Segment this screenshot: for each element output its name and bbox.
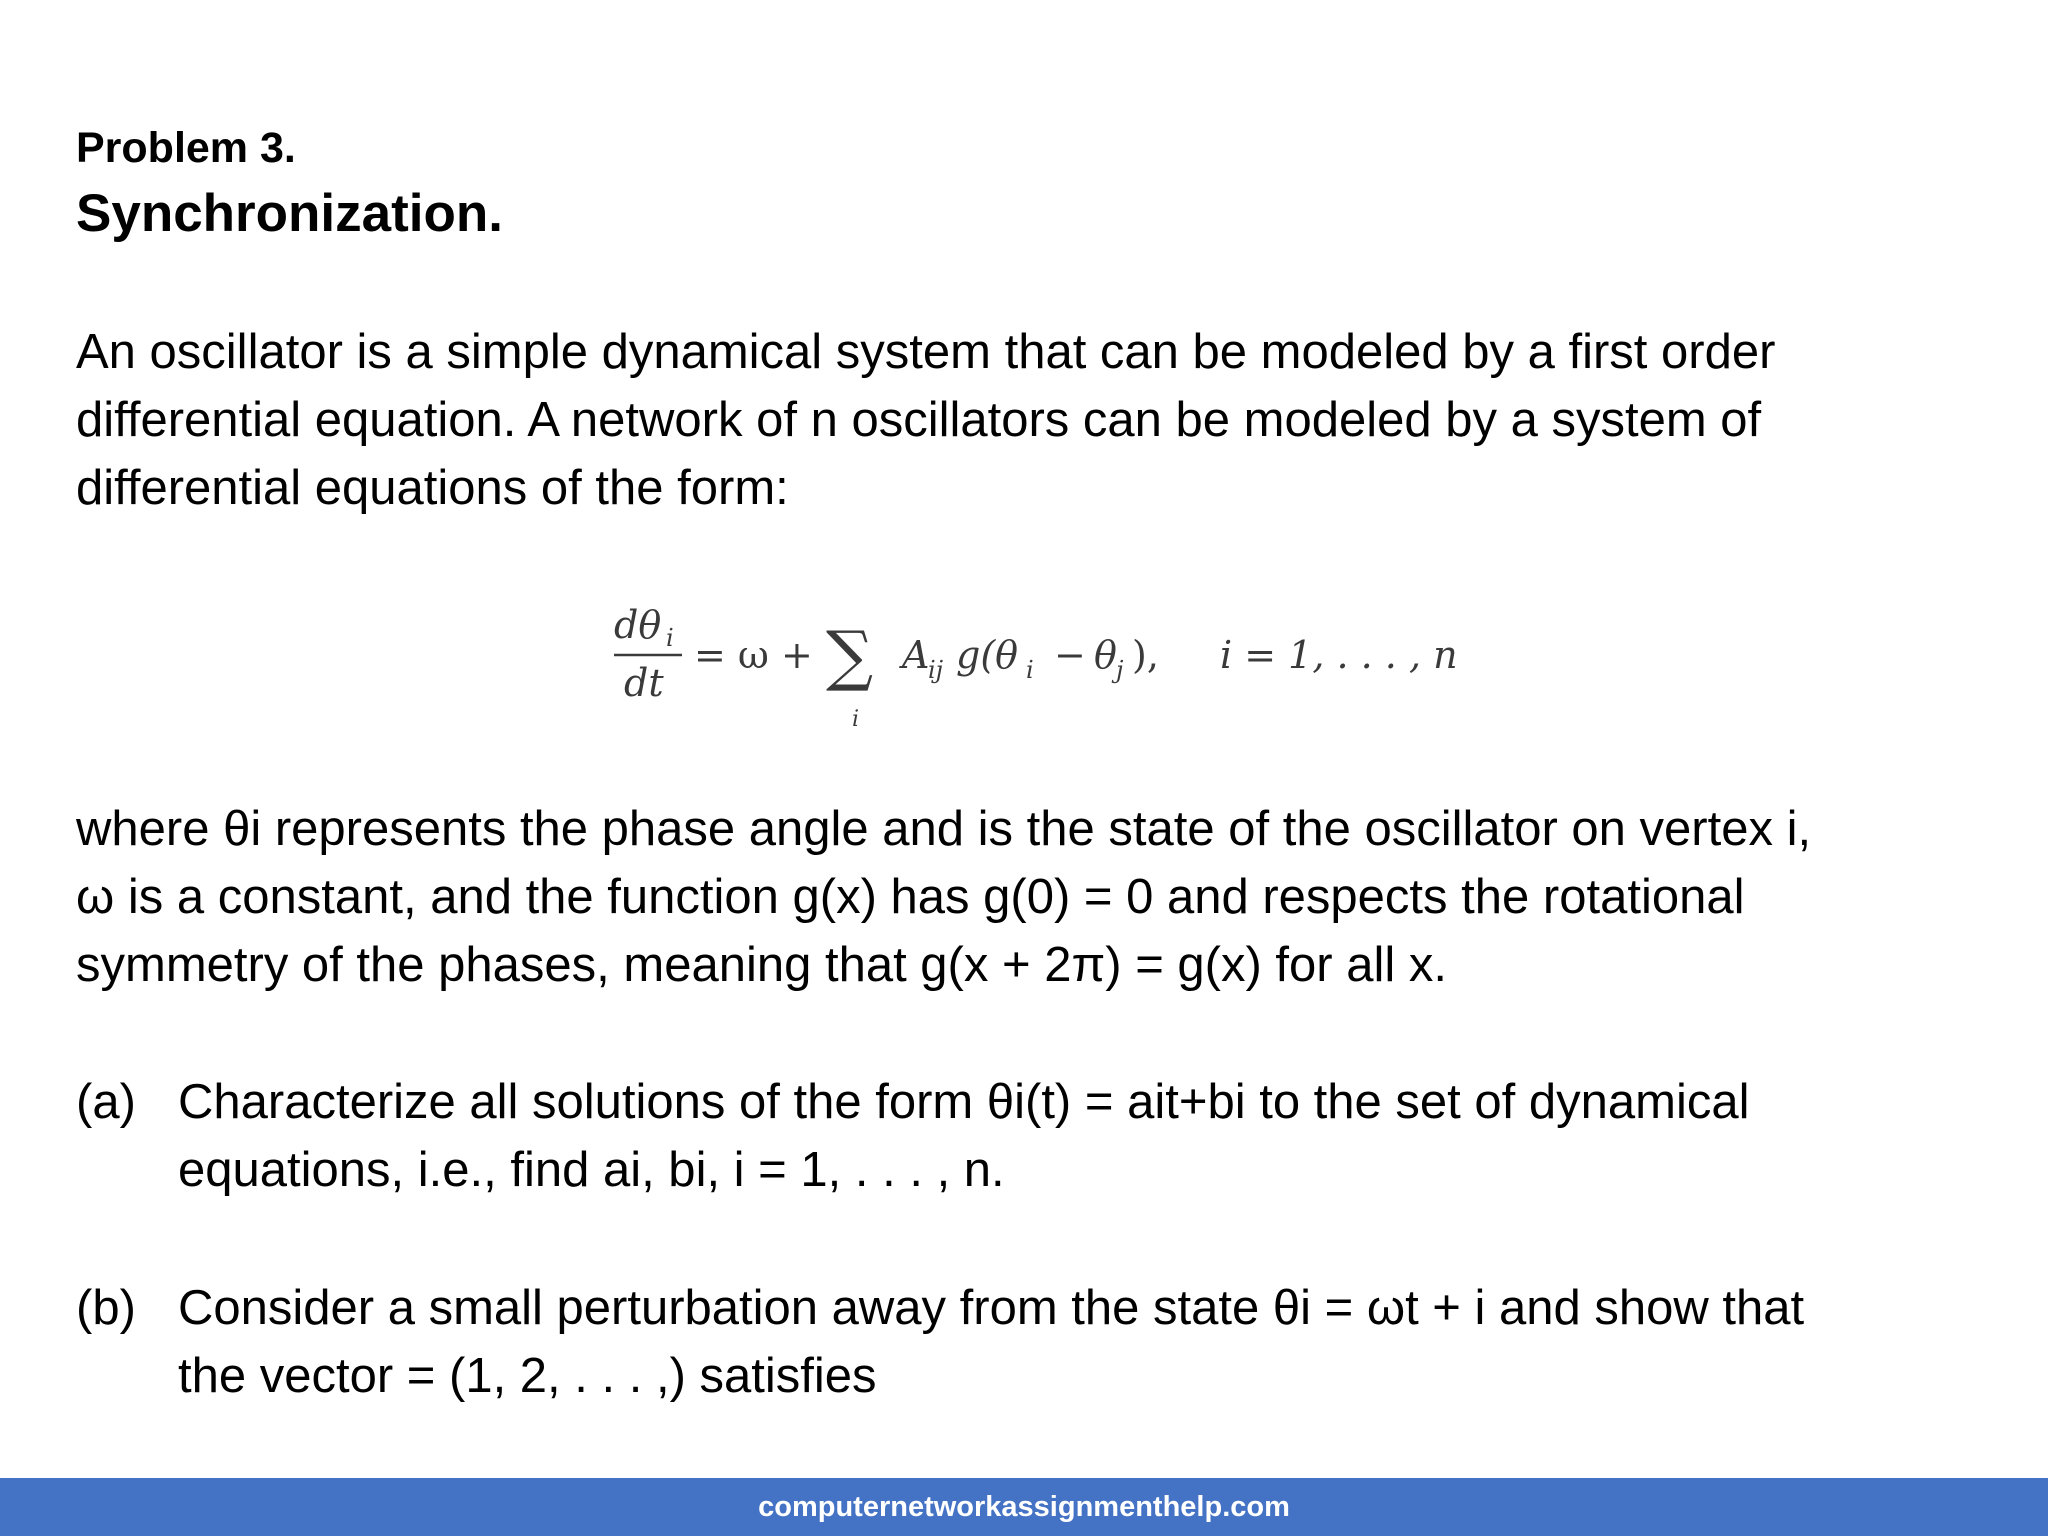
explanation-paragraph [76, 795, 1976, 999]
eq-term-close: ), [1132, 633, 1159, 677]
part-a-text [178, 1068, 1749, 1204]
footer-bar [0, 1478, 2048, 1536]
kuramoto-equation [612, 600, 1472, 740]
intro-line: differential equation. A network of n oscillators can be modeled by a system of [76, 393, 1762, 447]
part-b-text [178, 1274, 1804, 1410]
eq-numerator-sub: i [666, 624, 674, 652]
explanation-line: ω is a constant, and the function g(x) has g(0) = 0 and respects the rotational [76, 870, 1745, 924]
eq-rhs-start: = ω + [694, 633, 813, 677]
eq-denominator: dt [624, 661, 664, 705]
problem-title: Synchronization. [76, 184, 503, 243]
part-a-line: equations, i.e., find ai, bi, i = 1, . . . , n. [178, 1143, 1005, 1197]
part-a-line: Characterize all solutions of the form θi(t) = ait+bi to the set of dynamical [178, 1075, 1750, 1129]
part-b-label: (b) [76, 1281, 136, 1335]
footer-website-link[interactable]: computernetworkassignmenthelp.com [758, 1490, 1290, 1523]
explanation-line: symmetry of the phases, meaning that g(x + 2π) = g(x) for all x. [76, 938, 1447, 992]
eq-numerator: dθ [614, 603, 662, 647]
eq-term-a: A [902, 633, 930, 677]
equation-svg [612, 600, 1472, 740]
eq-theta-j-sub: j [1116, 656, 1124, 684]
part-b-line: Consider a small perturbation away from the state θi = ωt + i and show that [178, 1281, 1805, 1335]
problem-number: Problem 3. [76, 124, 296, 172]
eq-theta-j: θ [1094, 633, 1117, 677]
eq-term-a-sub: ij [928, 656, 944, 684]
intro-paragraph [76, 318, 1976, 522]
explanation-line: where θi represents the phase angle and is the state of the oscillator on vertex i, [76, 802, 1812, 856]
part-b-line: the vector = (1, 2, . . . ,) satisfies [178, 1349, 877, 1403]
eq-minus: − [1054, 633, 1086, 677]
intro-line: differential equations of the form: [76, 461, 789, 515]
intro-line: An oscillator is a simple dynamical system that can be modeled by a first order [76, 325, 1776, 379]
part-a-label: (a) [76, 1075, 136, 1129]
eq-sum-index: i [852, 707, 860, 732]
eq-sum-symbol: ∑ [826, 617, 874, 694]
eq-theta-i-sub: i [1026, 656, 1034, 684]
eq-range: i = 1, . . . , n [1220, 633, 1458, 677]
eq-term-g: g(θ [956, 633, 1019, 677]
